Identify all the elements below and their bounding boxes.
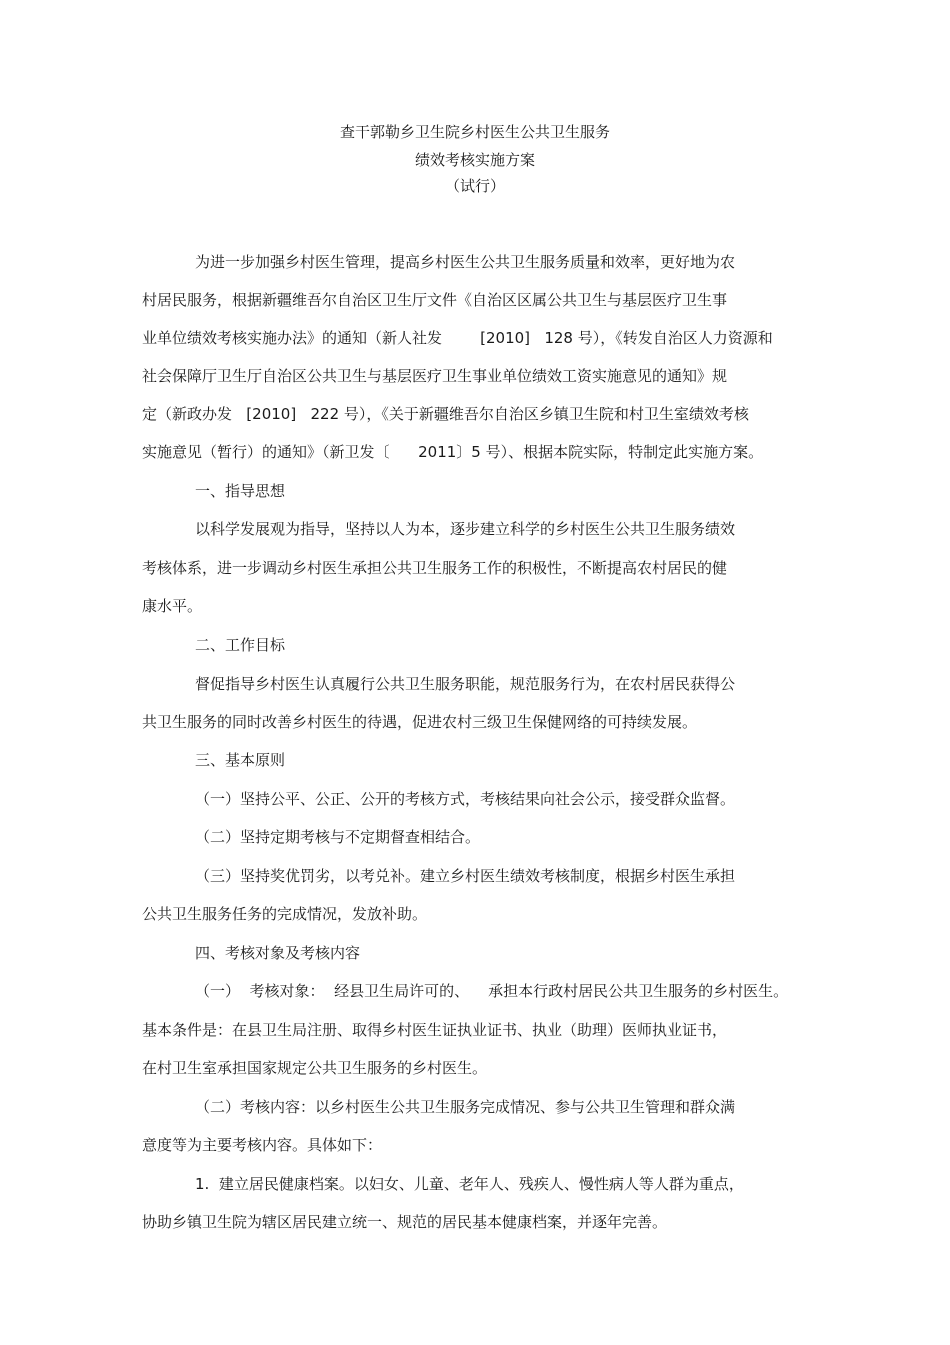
document-trial-note: （试行）	[444, 177, 505, 195]
section-heading: 三、基本原则	[195, 751, 286, 769]
intro-line: 社会保障厅卫生厅自治区公共卫生与基层医疗卫生事业单位绩效工资实施意见的通知》规	[142, 367, 728, 385]
paragraph-line: 意度等为主要考核内容。具体如下：	[142, 1136, 383, 1154]
paragraph-line: 共卫生服务的同时改善乡村医生的待遇，促进农村三级卫生保健网络的可持续发展。	[142, 713, 698, 731]
intro-line: 定（新政办发 [2010] 222 号），《关于新疆维吾尔自治区乡镇卫生院和村卫生室绩效考核	[142, 405, 749, 423]
intro-line: 业单位绩效考核实施办法》的通知（新人社发 [2010] 128 号），《转发自治区人力资源和	[142, 329, 773, 347]
paragraph-line: 考核体系，进一步调动乡村医生承担公共卫生服务工作的积极性，不断提高农村居民的健	[142, 559, 728, 577]
section-heading: 四、考核对象及考核内容	[195, 944, 361, 962]
document-title: 查干郭勒乡卫生院乡村医生公共卫生服务	[339, 123, 610, 141]
numbered-point: 1. 建立居民健康档案。以妇女、儿童、老年人、残疾人、慢性病人等人群为重点，	[195, 1175, 744, 1193]
intro-line: 为进一步加强乡村医生管理，提高乡村医生公共卫生服务质量和效率，更好地为农	[195, 253, 736, 271]
paragraph-line: 督促指导乡村医生认真履行公共卫生服务职能，规范服务行为，在农村居民获得公	[195, 675, 736, 693]
paragraph-line: 协助乡镇卫生院为辖区居民建立统一、规范的居民基本健康档案，并逐年完善。	[142, 1213, 668, 1231]
section-heading: 一、指导思想	[195, 482, 286, 500]
intro-line: 实施意见（暂行）的通知》（新卫发〔 2011〕5 号）、根据本院实际，特制定此实施方案。	[142, 443, 764, 461]
intro-line: 村居民服务，根据新疆维吾尔自治区卫生厅文件《自治区区属公共卫生与基层医疗卫生事	[142, 291, 728, 309]
paragraph-line: 在村卫生室承担国家规定公共卫生服务的乡村医生。	[142, 1059, 488, 1077]
assessment-item: （二）考核内容：以乡村医生公共卫生服务完成情况、参与公共卫生管理和群众满	[195, 1098, 736, 1116]
assessment-item: （一） 考核对象： 经县卫生局许可的、 承担本行政村居民公共卫生服务的乡村医生。	[195, 982, 789, 1000]
document-subtitle: 绩效考核实施方案	[414, 151, 535, 169]
paragraph-line: 基本条件是：在县卫生局注册、取得乡村医生证执业证书、执业（助理）医师执业证书，	[142, 1021, 728, 1039]
principle-item: （三）坚持奖优罚劣，以考兑补。建立乡村医生绩效考核制度，根据乡村医生承担	[195, 867, 736, 885]
principle-item: （一）坚持公平、公正、公开的考核方式，考核结果向社会公示，接受群众监督。	[195, 790, 736, 808]
paragraph-line: 以科学发展观为指导，坚持以人为本，逐步建立科学的乡村医生公共卫生服务绩效	[195, 520, 736, 538]
principle-item: （二）坚持定期考核与不定期督查相结合。	[195, 828, 481, 846]
paragraph-line: 公共卫生服务任务的完成情况，发放补助。	[142, 905, 428, 923]
paragraph-line: 康水平。	[142, 597, 203, 615]
section-heading: 二、工作目标	[195, 636, 286, 654]
